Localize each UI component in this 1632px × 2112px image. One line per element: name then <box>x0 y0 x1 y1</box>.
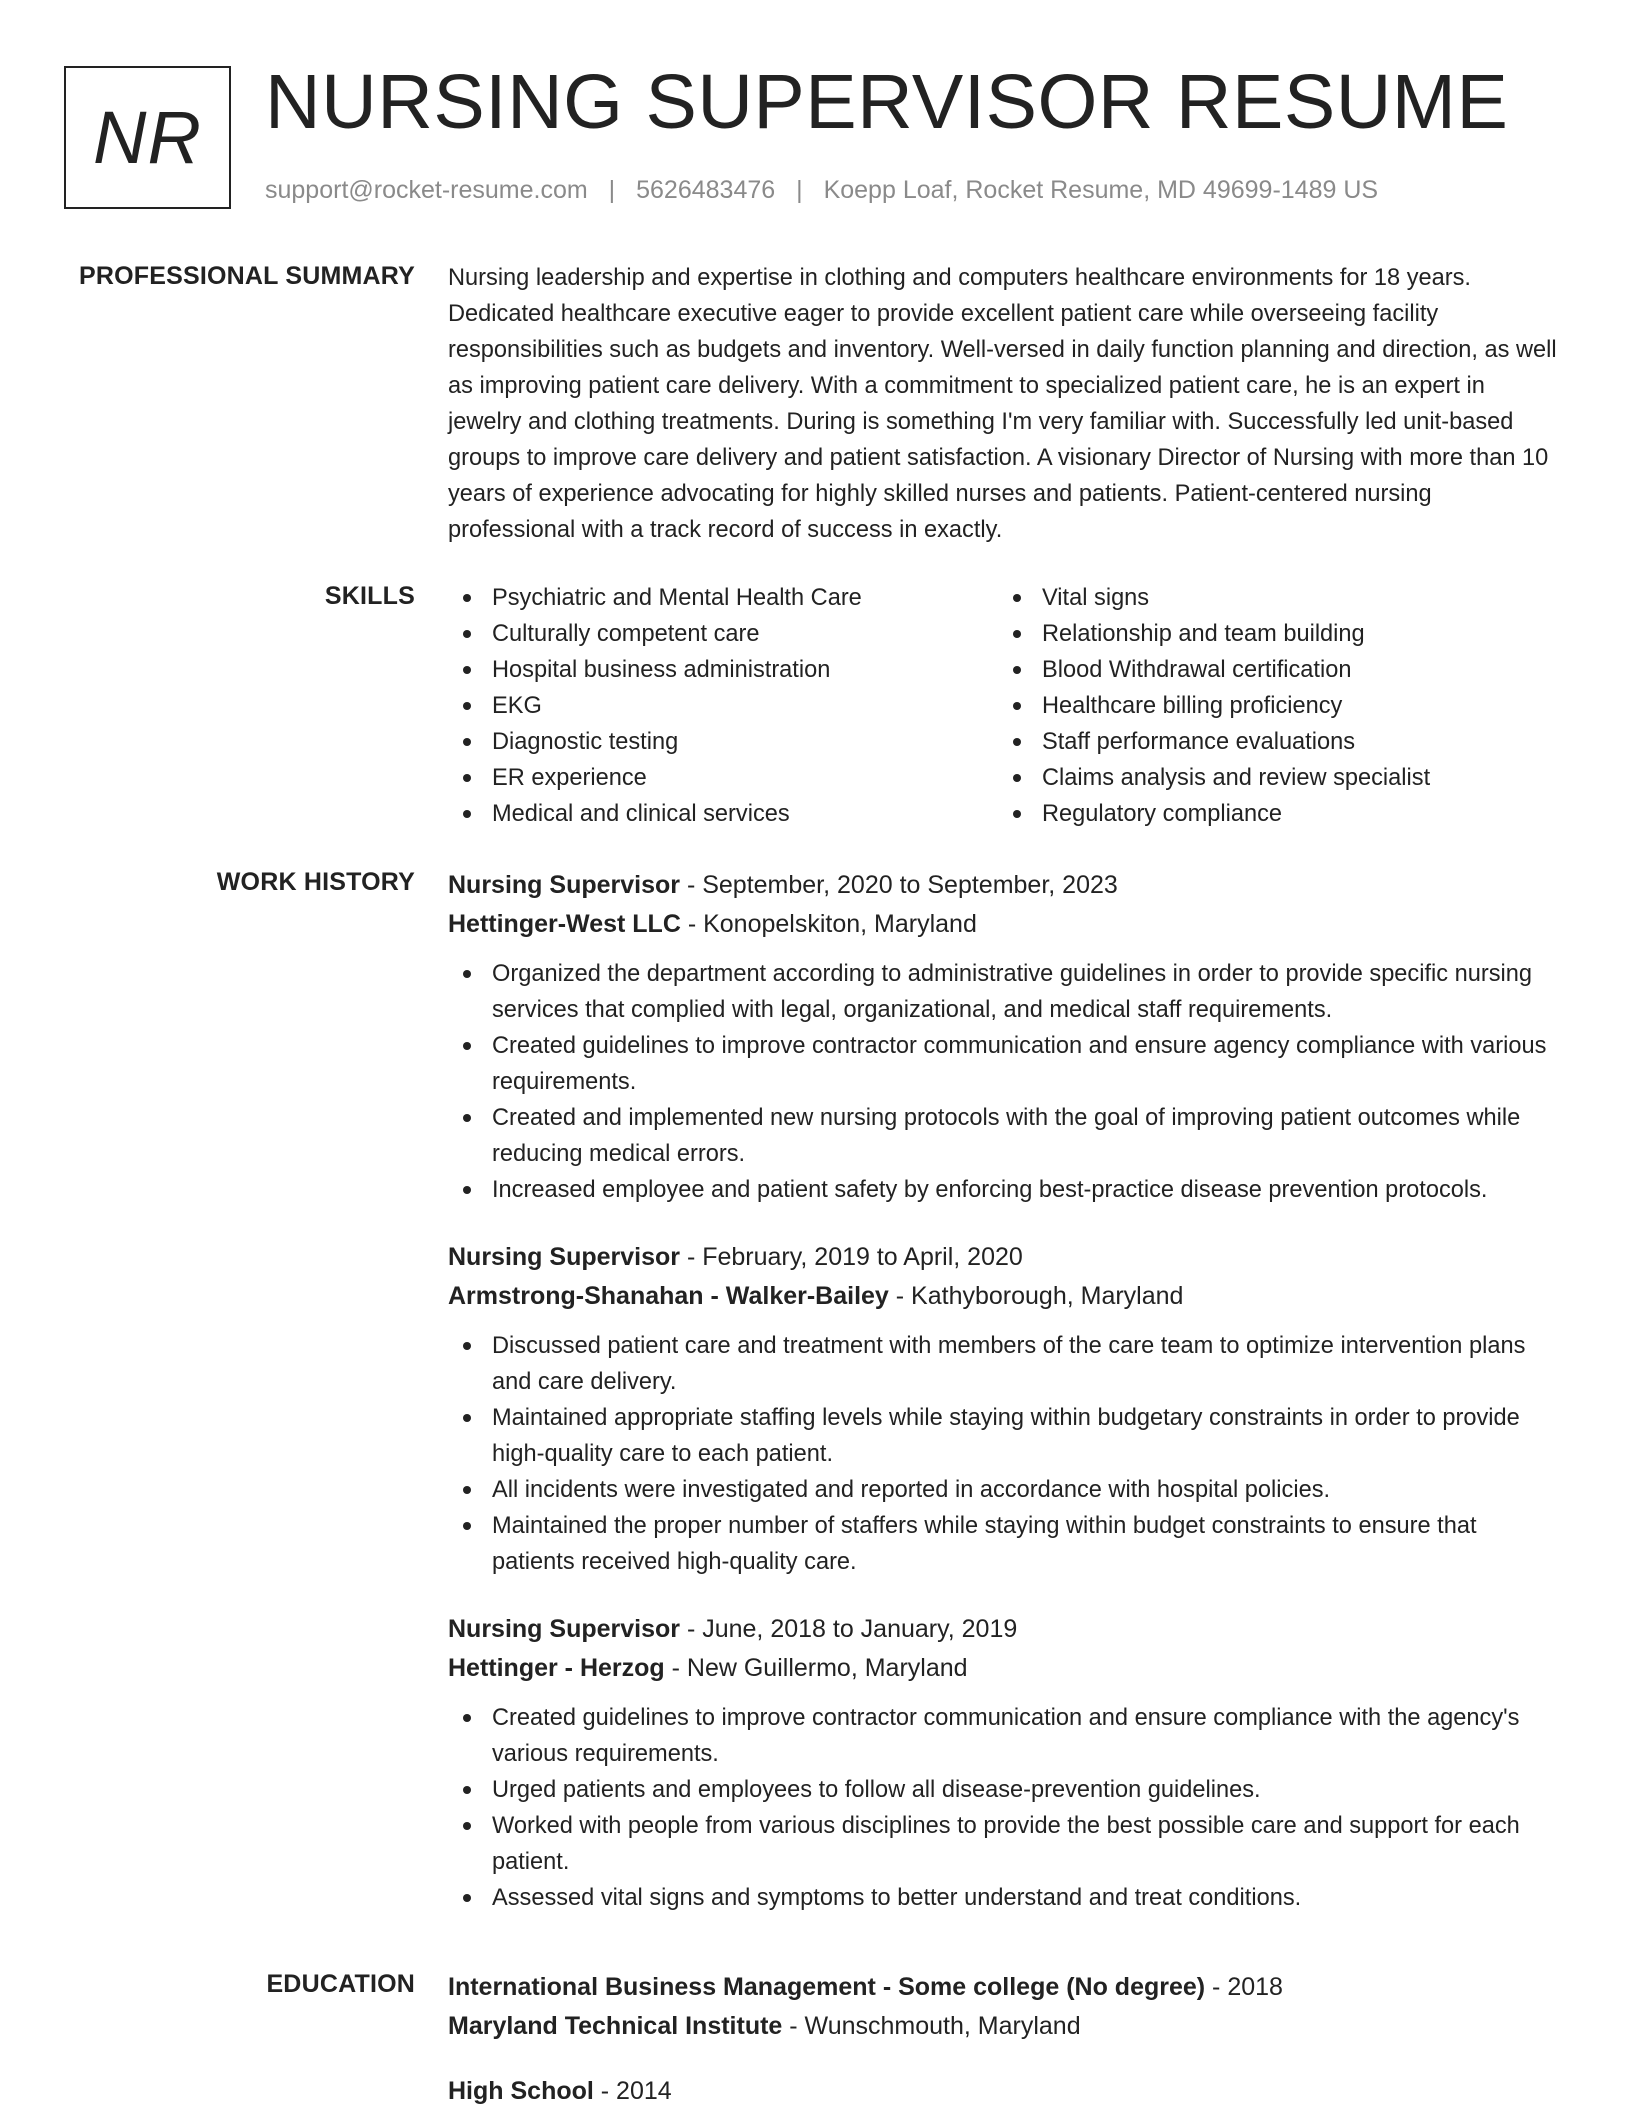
job-bullet: Increased employee and patient safety by enforcing best-practice disease prevention protocols. <box>448 1172 1563 1208</box>
job-bullet: Maintained the proper number of staffers while staying within budget constraints to ensure that patients received high-quality care. <box>448 1508 1563 1580</box>
job-entry <box>448 1238 1563 1580</box>
skill-item: Vital signs <box>998 580 1548 616</box>
skill-item: Hospital business administration <box>448 652 998 688</box>
resume-title: NURSING SUPERVISOR RESUME <box>265 59 1509 145</box>
job-bullet: Discussed patient care and treatment with members of the care team to optimize intervention plans and care delivery. <box>448 1328 1563 1400</box>
skill-item: Claims analysis and review specialist <box>998 760 1548 796</box>
job-company: Hettinger - Herzog <box>448 1654 665 1682</box>
job-dates: - September, 2020 to September, 2023 <box>680 871 1118 899</box>
contact-email[interactable]: support@rocket-resume.com <box>265 176 588 204</box>
skill-item: Regulatory compliance <box>998 796 1548 832</box>
job-entry <box>448 866 1563 1208</box>
contact-separator: | <box>796 176 803 204</box>
summary-body <box>448 260 1563 548</box>
skills-body <box>448 580 1563 832</box>
skills-heading: SKILLS <box>324 582 415 610</box>
job-company-line <box>448 1277 1563 1316</box>
job-title: Nursing Supervisor <box>448 1615 680 1643</box>
contact-address: Koepp Loaf, Rocket Resume, MD 49699-1489 US <box>823 176 1379 204</box>
job-location: - New Guillermo, Maryland <box>664 1654 968 1682</box>
education-school: Maryland Technical Institute <box>448 2012 783 2040</box>
education-school-line <box>448 2007 1563 2046</box>
job-bullet: Worked with people from various disciplines to provide the best possible care and support for each patient. <box>448 1808 1563 1880</box>
education-heading: EDUCATION <box>266 1970 415 1998</box>
education-body <box>448 1968 1563 2112</box>
job-title-line <box>448 1610 1563 1649</box>
job-title-line <box>448 1238 1563 1277</box>
education-year: - 2014 <box>593 2077 672 2105</box>
education-year: - 2018 <box>1205 1973 1283 2001</box>
job-bullets <box>448 956 1563 1208</box>
work-heading: WORK HISTORY <box>216 868 415 896</box>
skills-list-right <box>998 580 1548 832</box>
job-bullet: Created guidelines to improve contractor communication and ensure agency compliance with various requirements. <box>448 1028 1563 1100</box>
skill-item: EKG <box>448 688 998 724</box>
job-bullets <box>448 1328 1563 1580</box>
skill-item: Staff performance evaluations <box>998 724 1548 760</box>
job-company-line <box>448 905 1563 944</box>
job-title: Nursing Supervisor <box>448 1243 680 1271</box>
skill-item: Psychiatric and Mental Health Care <box>448 580 998 616</box>
education-degree: High School <box>448 2077 594 2105</box>
education-degree-line <box>448 2072 1563 2111</box>
job-location: - Kathyborough, Maryland <box>888 1282 1184 1310</box>
contact-separator: | <box>608 176 616 204</box>
job-bullets <box>448 1700 1563 1916</box>
work-body <box>448 866 1563 1946</box>
job-company: Hettinger-West LLC <box>448 910 681 938</box>
skill-item: Healthcare billing proficiency <box>998 688 1548 724</box>
job-dates: - February, 2019 to April, 2020 <box>680 1243 1023 1271</box>
skill-item: Blood Withdrawal certification <box>998 652 1548 688</box>
job-bullet: Organized the department according to administrative guidelines in order to provide specific nursing services that complied with legal, organizational, and medical staff requirements. <box>448 956 1563 1028</box>
job-bullet: Urged patients and employees to follow all disease-prevention guidelines. <box>448 1772 1563 1808</box>
skill-item: Culturally competent care <box>448 616 998 652</box>
job-title: Nursing Supervisor <box>448 871 680 899</box>
skill-item: Diagnostic testing <box>448 724 998 760</box>
skill-item: Relationship and team building <box>998 616 1548 652</box>
education-degree: International Business Management - Some college (No degree) <box>448 1973 1206 2001</box>
job-bullet: Created guidelines to improve contractor communication and ensure compliance with the agency's various requirements. <box>448 1700 1563 1772</box>
contact-line <box>265 176 1378 205</box>
job-dates: - June, 2018 to January, 2019 <box>680 1615 1018 1643</box>
contact-phone[interactable]: 5626483476 <box>636 176 776 204</box>
skill-item: Medical and clinical services <box>448 796 998 832</box>
skills-list-left <box>448 580 998 832</box>
job-bullet: Assessed vital signs and symptoms to better understand and treat conditions. <box>448 1880 1563 1916</box>
education-entry <box>448 2072 1563 2111</box>
education-degree-line <box>448 1968 1563 2007</box>
summary-heading: PROFESSIONAL SUMMARY <box>79 262 415 290</box>
job-bullet: All incidents were investigated and reported in accordance with hospital policies. <box>448 1472 1563 1508</box>
summary-text: Nursing leadership and expertise in clothing and computers healthcare environments for 18 years. Dedicated healthcare executive eager to provide excellent patient care while overseeing facility responsibilities such as budgets and inventory. Well-versed in daily function planning and direction, as well as improving patient care delivery. With a commitment to specialized patient care, he is an expert in jewelry and clothing treatments. During is something I'm very familiar with. Successfully led unit-based groups to improve care delivery and patient satisfaction. A visionary Director of Nursing with more than 10 years of experience advocating for highly skilled nurses and patients. Patient-centered nursing professional with a track record of success in exactly. <box>448 265 1557 543</box>
job-location: - Konopelskiton, Maryland <box>680 910 977 938</box>
job-entry <box>448 1610 1563 1916</box>
job-company: Armstrong-Shanahan - Walker-Bailey <box>448 1282 889 1310</box>
education-entry <box>448 1968 1563 2046</box>
education-location: - Wunschmouth, Maryland <box>782 2012 1081 2040</box>
skill-item: ER experience <box>448 760 998 796</box>
monogram-initials: NR <box>64 66 231 209</box>
job-bullet: Created and implemented new nursing protocols with the goal of improving patient outcomes while reducing medical errors. <box>448 1100 1563 1172</box>
job-title-line <box>448 866 1563 905</box>
job-company-line <box>448 1649 1563 1688</box>
job-bullet: Maintained appropriate staffing levels while staying within budgetary constraints in order to provide high-quality care to each patient. <box>448 1400 1563 1472</box>
